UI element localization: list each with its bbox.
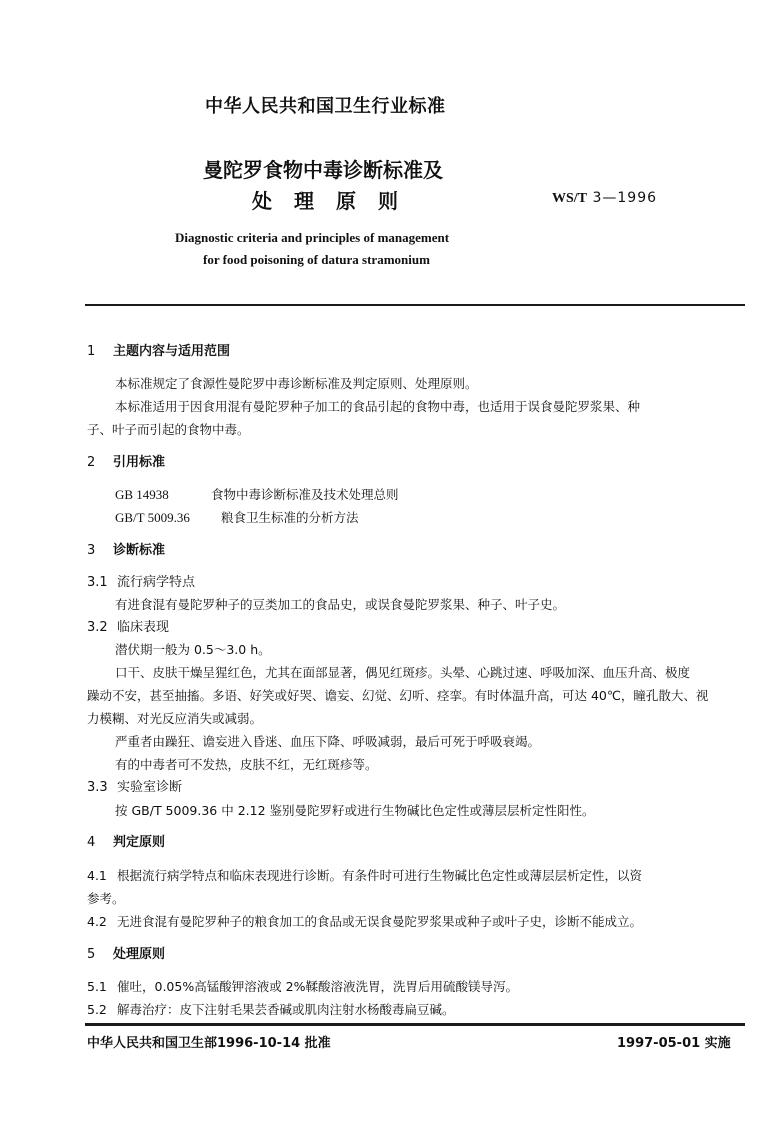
header-divider [85, 304, 745, 306]
section-4-heading: 4 判定原则 [87, 835, 166, 850]
subsection-3-3-heading: 3.3 实验室诊断 [87, 780, 183, 795]
section-3-heading: 3 诊断标准 [87, 543, 166, 558]
approval-statement: 中华人民共和国卫生部1996-10-14 批准 [87, 1036, 331, 1051]
reference-title: 粮食卫生标准的分析方法 [221, 510, 359, 525]
english-title-line-2: for food poisoning of datura stramonium [203, 252, 430, 267]
reference-item [115, 484, 399, 506]
subsection-3-2-line: 口干、皮肤干燥呈猩红色，尤其在面部显著，偶见红斑疹。头晕、心跳过速、呼吸加深、血压升高、极度 [115, 665, 691, 680]
standard-code-number: 3—1996 [587, 190, 658, 206]
section-1-paragraph-2: 本标准适用于因食用混有曼陀罗种子加工的食品引起的食物中毒，也适用于误食曼陀罗浆果、种 [115, 399, 641, 414]
section-1-heading: 1 主题内容与适用范围 [87, 344, 231, 359]
standard-code [552, 190, 657, 207]
standard-code-prefix: WS/T [552, 191, 588, 206]
section-1-paragraph-2-cont: 子、叶子而引起的食物中毒。 [87, 422, 250, 437]
section-1-paragraph-1: 本标准规定了食源性曼陀罗中毒诊断标准及判定原则、处理原则。 [115, 376, 478, 391]
footer-divider [85, 1023, 745, 1026]
item-4-1-cont: 参考。 [87, 891, 125, 906]
section-5-heading: 5 处理原则 [87, 947, 166, 962]
reference-title: 食物中毒诊断标准及技术处理总则 [211, 487, 399, 502]
document-title-line-1: 曼陀罗食物中毒诊断标准及 [203, 158, 443, 182]
subsection-3-3-text: 按 GB/T 5009.36 中 2.12 鉴别曼陀罗籽或进行生物碱比色定性或薄层层析定性阳性。 [115, 803, 595, 818]
english-title-line-1: Diagnostic criteria and principles of management [175, 230, 450, 245]
subsection-3-2-line: 严重者由躁狂、谵妄进入昏迷、血压下降、呼吸减弱，最后可死于呼吸衰竭。 [115, 734, 541, 749]
reference-code: GB/T 5009.36 [115, 510, 190, 525]
subsection-3-1-text: 有进食混有曼陀罗种子的豆类加工的食品史，或误食曼陀罗浆果、种子、叶子史。 [115, 597, 566, 612]
implementation-date: 1997-05-01 实施 [617, 1036, 731, 1051]
issuer-heading: 中华人民共和国卫生行业标准 [205, 96, 446, 117]
subsection-3-2-line: 躁动不安，甚至抽搐。多语、好笑或好哭、谵妄、幻觉、幻听、痉挛。有时体温升高，可达 40℃，瞳孔散大、视 [87, 688, 709, 703]
reference-item [115, 507, 359, 529]
subsection-3-2-line: 力模糊、对光反应消失或减弱。 [87, 711, 263, 726]
subsection-3-2-line: 有的中毒者可不发热，皮肤不红，无红斑疹等。 [115, 757, 378, 772]
item-5-2: 5.2 解毒治疗：皮下注射毛果芸香碱或肌肉注射水杨酸毒扁豆碱。 [87, 1002, 455, 1017]
item-4-2: 4.2 无进食混有曼陀罗种子的粮食加工的食品或无误食曼陀罗浆果或种子或叶子史，诊断不能成立。 [87, 914, 643, 929]
item-4-1: 4.1 根据流行病学特点和临床表现进行诊断。有条件时可进行生物碱比色定性或薄层层析定性，以资 [87, 868, 643, 883]
reference-code: GB 14938 [115, 487, 169, 502]
section-2-heading: 2 引用标准 [87, 455, 166, 470]
document-title-line-2: 处理原则 [252, 189, 420, 213]
subsection-3-2-line: 潜伏期一般为 0.5～3.0 h。 [115, 642, 271, 657]
subsection-3-2-heading: 3.2 临床表现 [87, 620, 170, 635]
subsection-3-1-heading: 3.1 流行病学特点 [87, 575, 196, 590]
item-5-1: 5.1 催吐，0.05%高锰酸钾溶液或 2%鞣酸溶液洗胃，洗胃后用硫酸镁导泻。 [87, 979, 519, 994]
